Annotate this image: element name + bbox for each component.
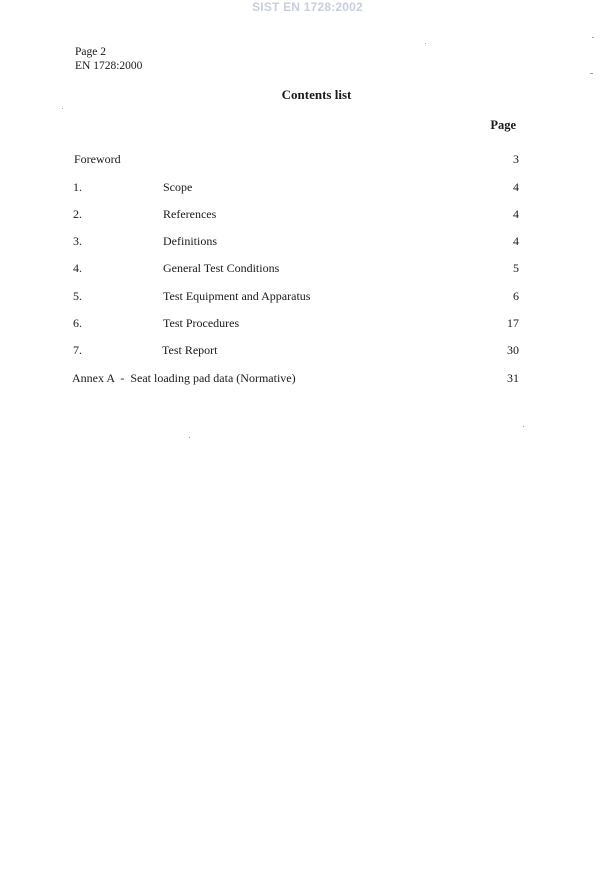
toc-entry-label: Test Equipment and Apparatus [163, 289, 311, 303]
toc-entry-number: 2. [73, 207, 82, 221]
toc-row-section-6[interactable] [0, 315, 615, 331]
scan-speck [590, 73, 593, 74]
toc-entry-label: Definitions [163, 234, 217, 248]
toc-entry-label: General Test Conditions [163, 261, 280, 275]
toc-entry-label: Annex A - Seat loading pad data (Normative) [72, 371, 296, 385]
scan-speck [189, 437, 190, 438]
toc-entry-label: Test Procedures [163, 316, 240, 330]
toc-entry-label: Scope [163, 180, 193, 194]
toc-entry-page: 4 [513, 234, 519, 248]
toc-entry-number: 1. [73, 180, 82, 194]
toc-entry-number: 4. [73, 261, 82, 275]
document-id: EN 1728:2000 [75, 60, 143, 72]
toc-entry-page: 30 [507, 343, 519, 357]
toc-entry-page: 3 [513, 152, 519, 166]
toc-entry-number: 3. [73, 234, 82, 248]
toc-entry-page: 4 [513, 180, 519, 194]
page-title: Contents list [281, 87, 352, 102]
toc-entry-label: References [163, 207, 217, 221]
toc-row-section-2[interactable] [0, 206, 615, 222]
toc-entry-number: 5. [73, 289, 82, 303]
toc-row-annex-a[interactable] [0, 370, 615, 386]
toc-entry-label: Test Report [162, 343, 218, 357]
toc-row-foreword[interactable] [0, 151, 615, 167]
toc-row-section-1[interactable] [0, 179, 615, 195]
toc-row-section-4[interactable] [0, 260, 615, 276]
watermark: SIST EN 1728:2002 [252, 0, 363, 14]
toc-entry-page: 5 [513, 261, 519, 275]
scan-speck [592, 37, 594, 38]
toc-entry-number: 7. [73, 343, 82, 357]
toc-entry-number: 6. [73, 316, 82, 330]
toc-entry-label: Foreword [74, 152, 121, 166]
toc-row-section-7[interactable] [0, 342, 615, 358]
page-number-label: Page 2 [75, 46, 106, 58]
scan-speck [425, 43, 426, 44]
toc-entry-page: 6 [513, 289, 519, 303]
toc-entry-page: 4 [513, 207, 519, 221]
toc-entry-page: 31 [507, 371, 519, 385]
page-column-header: Page [490, 118, 516, 132]
scan-speck [62, 108, 63, 109]
toc-row-section-5[interactable] [0, 288, 615, 304]
scan-speck [523, 426, 524, 427]
toc-entry-page: 17 [507, 316, 519, 330]
toc-row-section-3[interactable] [0, 233, 615, 249]
